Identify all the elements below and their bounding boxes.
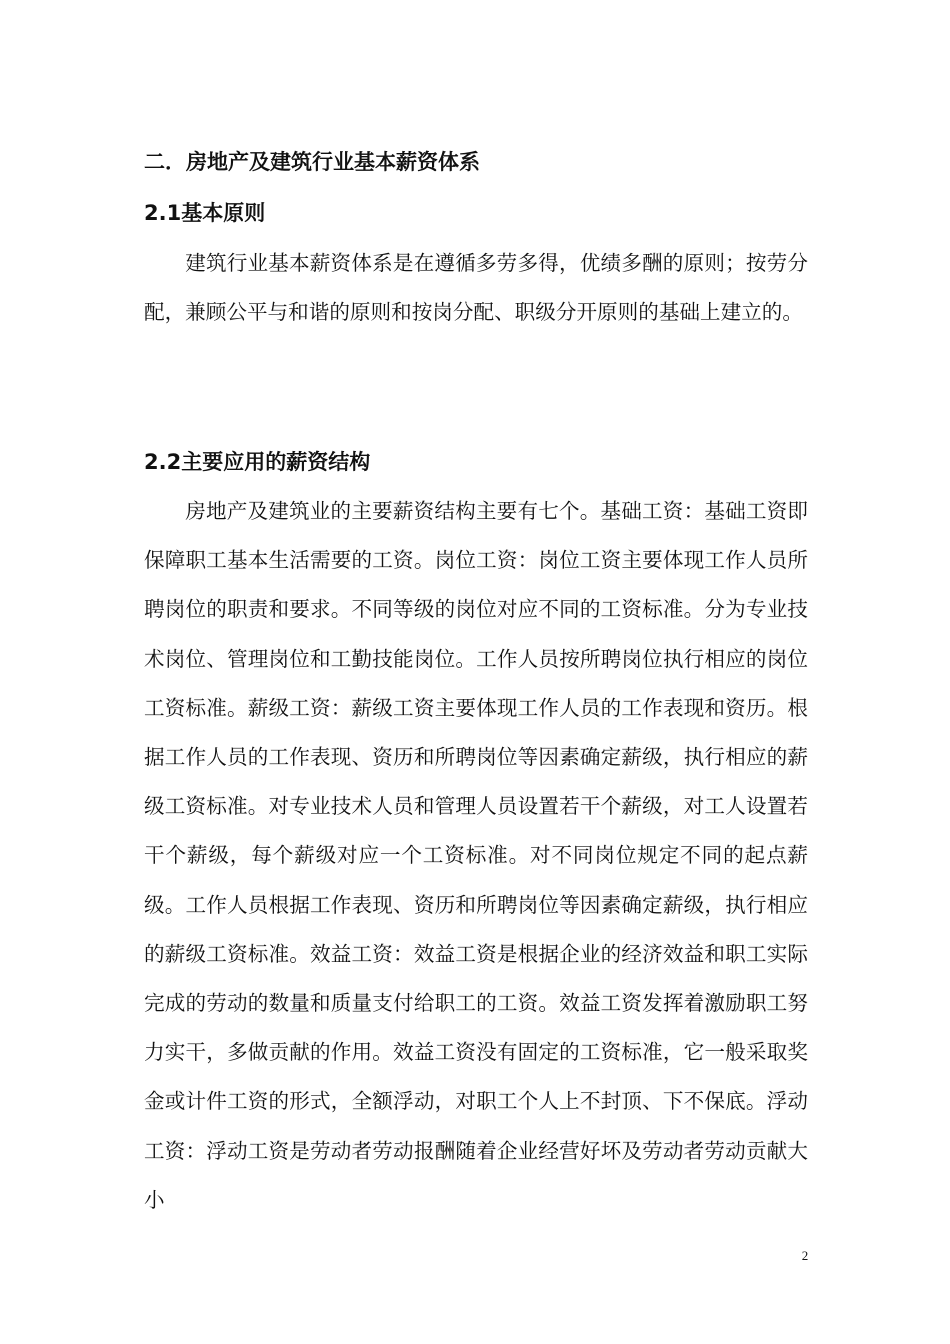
page-number: 2	[801, 1248, 809, 1263]
section-title-salary-structure: 2.2主要应用的薪资结构	[144, 450, 371, 474]
section-paragraph-salary-structure: 房地产及建筑业的主要薪资结构主要有七个。基础工资：基础工资即保障职工基本生活需要的工资。岗位工资：岗位工资主要体现工作人员所聘岗位的职责和要求。不同等级的岗位对应不同的工资标准。分为专业技术岗位、管理岗位和工勤技能岗位。工作人员按所聘岗位执行相应的岗位工资标准。薪级工资：薪级工资主要体现工作人员的工作表现和资历。根据工作人员的工作表现、资历和所聘岗位等因素确定薪级，执行相应的薪级工资标准。对专业技术人员和管理人员设置若干个薪级，对工人设置若干个薪级，每个薪级对应一个工资标准。对不同岗位规定不同的起点薪级。工作人员根据工作表现、资历和所聘岗位等因素确定薪级，执行相应的薪级工资标准。效益工资：效益工资是根据企业的经济效益和职工实际完成的劳动的数量和质量支付给职工的工资。效益工资发挥着激励职工努力实干，多做贡献的作用。效益工资没有固定的工资标准，它一般采取奖金或计件工资的形式，全额浮动，对职工个人上不封顶、下不保底。浮动工资：浮动工资是劳动者劳动报酬随着企业经营好坏及劳动者劳动贡献大小	[144, 499, 808, 1212]
chapter-heading: 二．房地产及建筑行业基本薪资体系	[144, 150, 480, 174]
section-title-basic-principles: 2.1基本原则	[144, 201, 266, 225]
section-paragraph-basic-principles: 建筑行业基本薪资体系是在遵循多劳多得，优绩多酬的原则；按劳分配，兼顾公平与和谐的原则和按岗分配、职级分开原则的基础上建立的。	[144, 251, 808, 325]
